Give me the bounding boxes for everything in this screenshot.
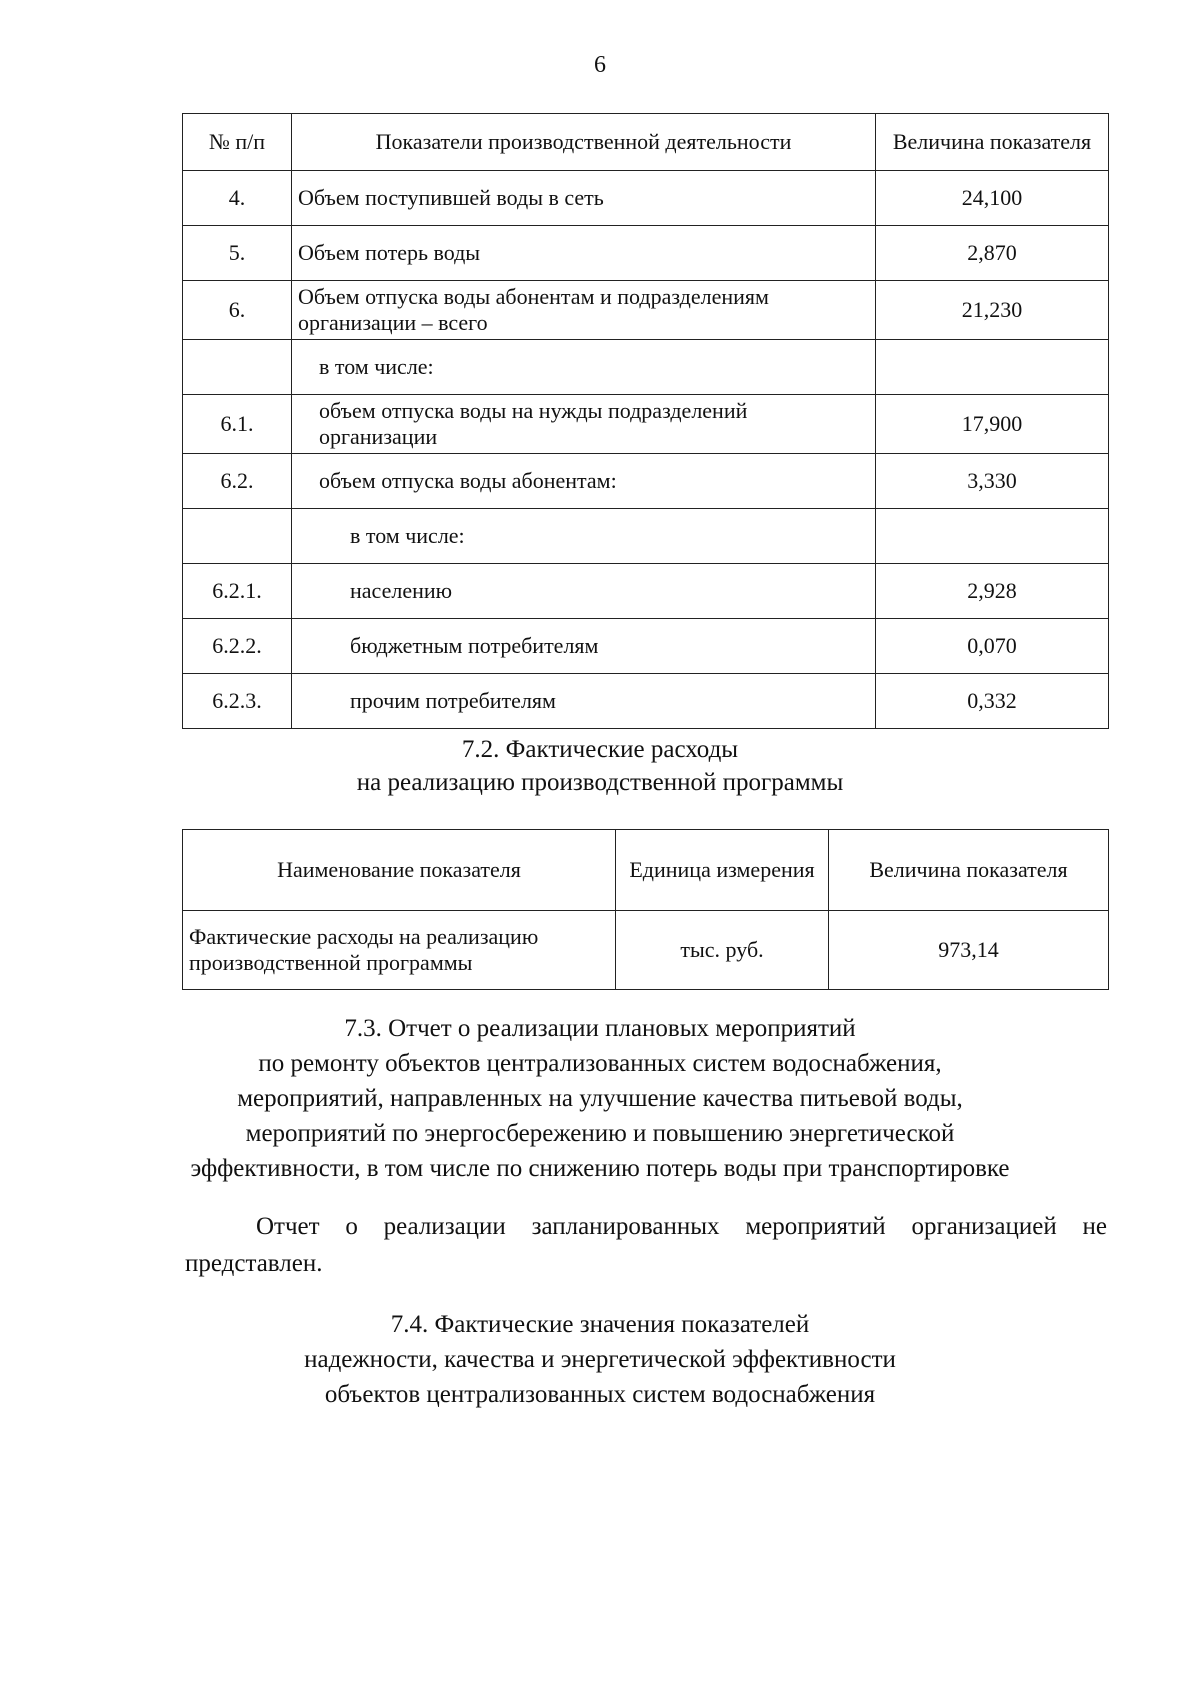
header-indicator: Показатели производственной деятельности xyxy=(292,114,876,171)
table-row xyxy=(183,226,1109,281)
heading-line: 7.4. Фактические значения показателей xyxy=(390,1311,810,1338)
table-row xyxy=(183,564,1109,619)
heading-line: 7.2. Фактические расходы xyxy=(461,736,739,763)
row-indicator: Объем отпуска воды абонентам и подразделениям организации – всего xyxy=(292,281,876,340)
section-7-2-heading xyxy=(0,733,1200,799)
row-indicator: в том числе: xyxy=(292,340,876,395)
production-indicators-table xyxy=(182,113,1109,729)
row-indicator: Объем потерь воды xyxy=(292,226,876,281)
table-row xyxy=(183,395,1109,454)
table-row xyxy=(183,509,1109,564)
header-number: № п/п xyxy=(183,114,292,171)
header-indicator-name: Наименование показателя xyxy=(183,830,616,911)
row-value: 21,230 xyxy=(876,281,1109,340)
heading-line: эффективности, в том числе по снижению потерь воды при транспортировке xyxy=(190,1155,1010,1182)
table-row xyxy=(183,619,1109,674)
heading-line: надежности, качества и энергетической эффективности xyxy=(304,1346,896,1373)
row-number: 6.2.2. xyxy=(183,619,292,674)
table-row xyxy=(183,281,1109,340)
row-value: 3,330 xyxy=(876,454,1109,509)
row-value: 0,332 xyxy=(876,674,1109,729)
row-indicator: Фактические расходы на реализацию производственной программы xyxy=(183,911,616,990)
row-value: 2,870 xyxy=(876,226,1109,281)
table-row xyxy=(183,911,1109,990)
row-number: 6.2.1. xyxy=(183,564,292,619)
row-value: 17,900 xyxy=(876,395,1109,454)
row-indicator: объем отпуска воды на нужды подразделений организации xyxy=(292,395,876,454)
heading-line: 7.3. Отчет о реализации плановых мероприятий xyxy=(344,1015,856,1042)
row-indicator: в том числе: xyxy=(292,509,876,564)
row-indicator: прочим потребителям xyxy=(292,674,876,729)
header-value: Величина показателя xyxy=(829,830,1109,911)
row-number xyxy=(183,340,292,395)
heading-line: по ремонту объектов централизованных систем водоснабжения, xyxy=(258,1050,942,1077)
row-value: 0,070 xyxy=(876,619,1109,674)
heading-line: мероприятий, направленных на улучшение качества питьевой воды, xyxy=(237,1085,963,1112)
row-indicator: бюджетным потребителям xyxy=(292,619,876,674)
row-number: 6.1. xyxy=(183,395,292,454)
row-value: 973,14 xyxy=(829,911,1109,990)
actual-expenses-table xyxy=(182,829,1109,990)
row-unit: тыс. руб. xyxy=(616,911,829,990)
row-indicator: населению xyxy=(292,564,876,619)
row-value xyxy=(876,340,1109,395)
row-number: 5. xyxy=(183,226,292,281)
row-indicator: Объем поступившей воды в сеть xyxy=(292,171,876,226)
row-number: 6.2.3. xyxy=(183,674,292,729)
table-row xyxy=(183,674,1109,729)
row-number xyxy=(183,509,292,564)
report-not-submitted-paragraph: Отчет о реализации запланированных мероприятий организацией не представлен. xyxy=(185,1213,1107,1277)
table-header-row xyxy=(183,114,1109,171)
row-number: 6. xyxy=(183,281,292,340)
heading-line: мероприятий по энергосбережению и повышению энергетической xyxy=(245,1120,955,1147)
page-number: 6 xyxy=(594,52,606,78)
table-row xyxy=(183,171,1109,226)
section-7-3-heading xyxy=(0,1011,1200,1186)
header-value: Величина показателя xyxy=(876,114,1109,171)
heading-line: объектов централизованных систем водоснабжения xyxy=(324,1381,876,1408)
row-value xyxy=(876,509,1109,564)
heading-line: на реализацию производственной программы xyxy=(356,769,844,796)
table-row xyxy=(183,454,1109,509)
row-number: 6.2. xyxy=(183,454,292,509)
table-row xyxy=(183,340,1109,395)
header-unit: Единица измерения xyxy=(616,830,829,911)
row-value: 24,100 xyxy=(876,171,1109,226)
row-indicator: объем отпуска воды абонентам: xyxy=(292,454,876,509)
table-header-row xyxy=(183,830,1109,911)
row-number: 4. xyxy=(183,171,292,226)
section-7-4-heading xyxy=(0,1307,1200,1412)
row-value: 2,928 xyxy=(876,564,1109,619)
